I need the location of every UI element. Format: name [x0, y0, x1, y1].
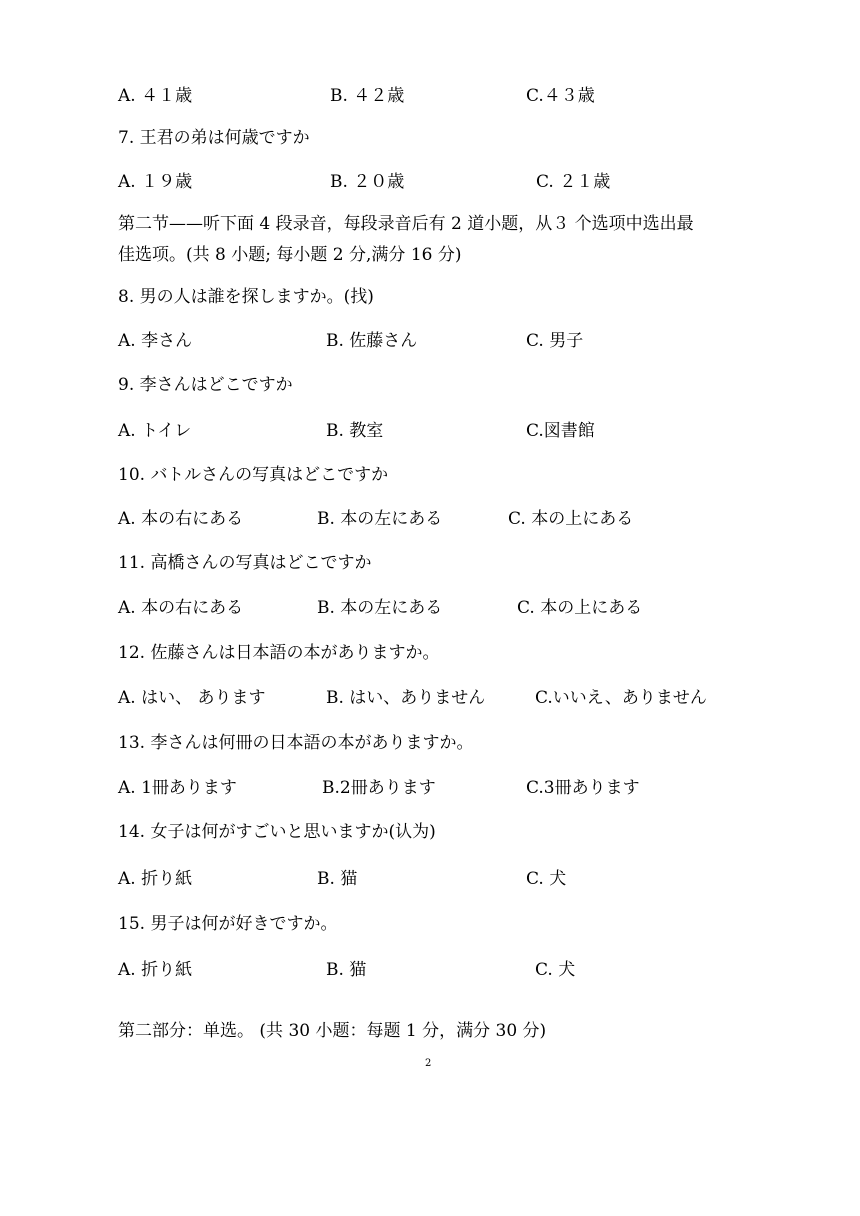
- q7-option-c: C. ２１歳: [536, 172, 611, 192]
- q9-option-c: C.図書館: [526, 421, 595, 441]
- q15-option-a: A. 折り紙: [118, 960, 193, 980]
- q9-question: 9. 李さんはどこですか: [118, 375, 293, 395]
- q14-option-c: C. 犬: [526, 869, 567, 889]
- q10-question: 10. バトルさんの写真はどこですか: [118, 465, 389, 485]
- q8-question: 8. 男の人は誰を探しますか。(找): [118, 287, 374, 307]
- q11-question: 11. 高橋さんの写真はどこですか: [118, 553, 372, 573]
- q13-question: 13. 李さんは何冊の日本語の本がありますか。: [118, 733, 474, 753]
- q10-option-c: C. 本の上にある: [508, 509, 634, 529]
- q13-option-b: B.2冊あります: [322, 778, 436, 798]
- q7-option-b: B. ２０歳: [330, 172, 405, 192]
- q7-question: 7. 王君の弟は何歳ですか: [118, 128, 310, 148]
- q13-option-a: A. 1冊あります: [118, 778, 237, 798]
- part2-heading: 第二部分：单选。 (共 30 小题：每题 1 分，满分 30 分): [118, 1021, 547, 1041]
- q11-option-b: B. 本の左にある: [317, 598, 443, 618]
- q8-option-c: C. 男子: [526, 331, 584, 351]
- q15-option-c: C. 犬: [535, 960, 576, 980]
- q7-option-a: A. １９歳: [118, 172, 193, 192]
- q10-option-a: A. 本の右にある: [118, 509, 244, 529]
- page-number: 2: [425, 1058, 432, 1069]
- q11-option-a: A. 本の右にある: [118, 598, 244, 618]
- q14-question: 14. 女子は何がすごいと思いますか(认为): [118, 822, 436, 842]
- q12-question: 12. 佐藤さんは日本語の本がありますか。: [118, 643, 440, 663]
- section2-heading-line2: 佳选项。(共 8 小题; 每小题 2 分,满分 16 分): [118, 245, 462, 265]
- q9-option-a: A. トイレ: [118, 421, 192, 441]
- q13-option-c: C.3冊あります: [526, 778, 640, 798]
- q10-option-b: B. 本の左にある: [317, 509, 443, 529]
- q6-option-c: C.４３歳: [526, 86, 595, 106]
- q12-option-c: C.いいえ、ありません: [535, 688, 707, 708]
- q11-option-c: C. 本の上にある: [517, 598, 643, 618]
- q14-option-a: A. 折り紙: [118, 869, 193, 889]
- q15-option-b: B. 猫: [326, 960, 367, 980]
- q12-option-a: A. はい、 あります: [118, 688, 266, 708]
- q6-option-a: A. ４１歳: [118, 86, 193, 106]
- q8-option-b: B. 佐藤さん: [326, 331, 418, 351]
- q8-option-a: A. 李さん: [118, 331, 193, 351]
- section2-heading-line1: 第二节——听下面 4 段录音，每段录音后有 2 道小题，从３ 个选项中选出最: [118, 214, 694, 234]
- q6-option-b: B. ４２歳: [330, 86, 405, 106]
- q15-question: 15. 男子は何が好きですか。: [118, 914, 338, 934]
- q12-option-b: B. はい、ありません: [326, 688, 486, 708]
- q14-option-b: B. 猫: [317, 869, 358, 889]
- q9-option-b: B. 教室: [326, 421, 384, 441]
